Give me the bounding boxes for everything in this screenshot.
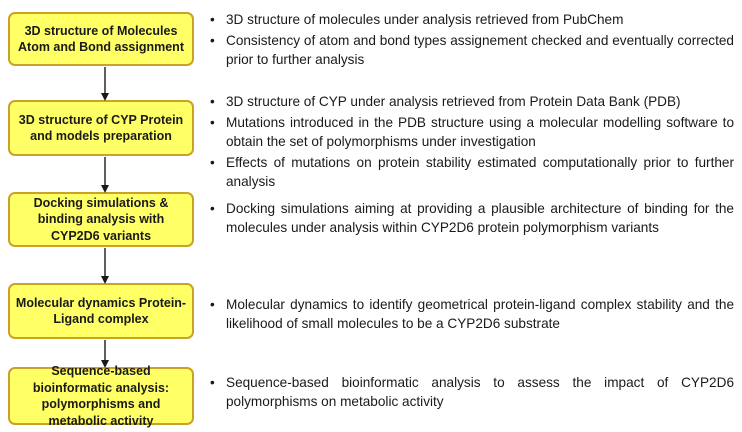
- step-title: 3D structure of Molecules Atom and Bond assignment: [18, 23, 184, 54]
- step-title: Sequence-based bioinformatic analysis: polymorphisms and metabolic activity: [32, 364, 170, 428]
- bullet-item: • Docking simulations aiming at providing a plausible architecture of binding for the molecules under analysis within CYP2D6 protein polymorphism variants: [208, 199, 734, 237]
- bullet-item: • 3D structure of CYP under analysis retrieved from Protein Data Bank (PDB): [208, 92, 734, 111]
- bullet-item: • Sequence-based bioinformatic analysis to assess the impact of CYP2D6 polymorphisms on metabolic activity: [208, 373, 734, 411]
- step-title: 3D structure of CYP Protein and models preparation: [18, 112, 184, 143]
- step-title: Docking simulations & binding analysis with CYP2D6 variants: [33, 195, 169, 243]
- bullet-item: • Molecular dynamics to identify geometrical protein-ligand complex stability and the likelihood of small molecules to be a CYP2D6 substrate: [208, 295, 734, 333]
- bullet-item: • Consistency of atom and bond types assignement checked and eventually corrected prior to further analysis: [208, 31, 734, 69]
- bullet-item: • Mutations introduced in the PDB structure using a molecular modelling software to obtain the set of polymorphisms under investigation: [208, 113, 734, 151]
- bullet-item: • 3D structure of molecules under analysis retrieved from PubChem: [208, 10, 734, 29]
- bullet-item: • Effects of mutations on protein stability estimated computationally prior to further analysis: [208, 153, 734, 191]
- step-title: Molecular dynamics Protein-Ligand complex: [15, 295, 187, 326]
